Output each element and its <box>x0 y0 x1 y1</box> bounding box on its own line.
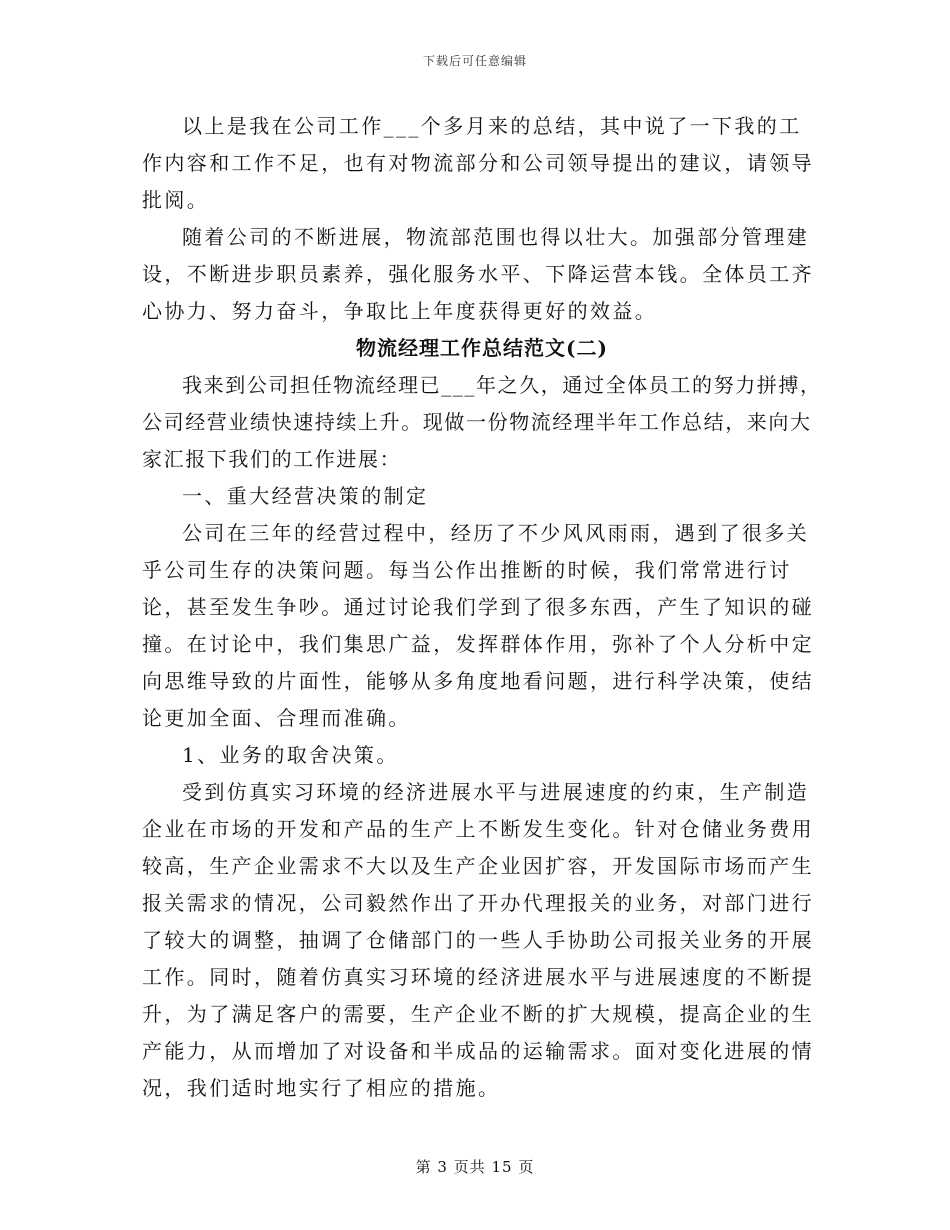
paragraph-department-growth: 随着公司的不断进展，物流部范围也得以壮大。加强部分管理建设，不断进步职员素养，强化服务水平、下降运营本钱。全体员工齐心协力、努力奋斗，争取比上年度获得更好的效益。 <box>142 225 814 323</box>
section-heading-decisions: 一、重大经营决策的制定 <box>182 484 429 508</box>
document-body <box>142 108 822 1107</box>
paragraph-summary-close: 以上是我在公司工作___个多月来的总结，其中说了一下我的工作内容和工作不足，也有对物流部分和公司领导提出的建议，请领导批阅。 <box>142 114 814 212</box>
page-number: 第 3 页共 15 页 <box>415 1158 535 1176</box>
page-header: 下载后可任意编辑 <box>422 54 527 68</box>
paragraph-intro: 我来到公司担任物流经理已___年之久，通过全体员工的努力拼搏，公司经营业绩快速持续上升。现做一份物流经理半年工作总结，来向大家汇报下我们的工作进展： <box>142 373 822 471</box>
paragraph-decision-process: 公司在三年的经营过程中，经历了不少风风雨雨，遇到了很多关乎公司生存的决策问题。每当公作出推断的时候，我们常常进行讨论，甚至发生争吵。通过讨论我们学到了很多东西，产生了知识的碰撞。在讨论中，我们集思广益，发挥群体作用，弥补了个人分析中定向思维导致的片面性，能够从多角度地看问题，进行科学决策，使结论更加全面、合理而准确。 <box>142 521 814 730</box>
paragraph-business-adjustments: 受到仿真实习环境的经济进展水平与进展速度的约束，生产制造企业在市场的开发和产品的生产上不断发生变化。针对仓储业务费用较高，生产企业需求不大以及生产企业因扩容，开发国际市场而产生报关需求的情况，公司毅然作出了开办代理报关的业务，对部门进行了较大的调整，抽调了仓储部门的一些人手协助公司报关业务的开展工作。同时，随着仿真实习环境的经济进展水平与进展速度的不断提升，为了满足客户的需要，生产企业不断的扩大规模，提高企业的生产能力，从而增加了对设备和半成品的运输需求。面对变化进展的情况，我们适时地实行了相应的措施。 <box>142 780 814 1100</box>
subsection-heading-business-choices: 1、业务的取舍决策。 <box>182 743 399 767</box>
document-title: 物流经理工作总结范文(二) <box>356 336 608 360</box>
